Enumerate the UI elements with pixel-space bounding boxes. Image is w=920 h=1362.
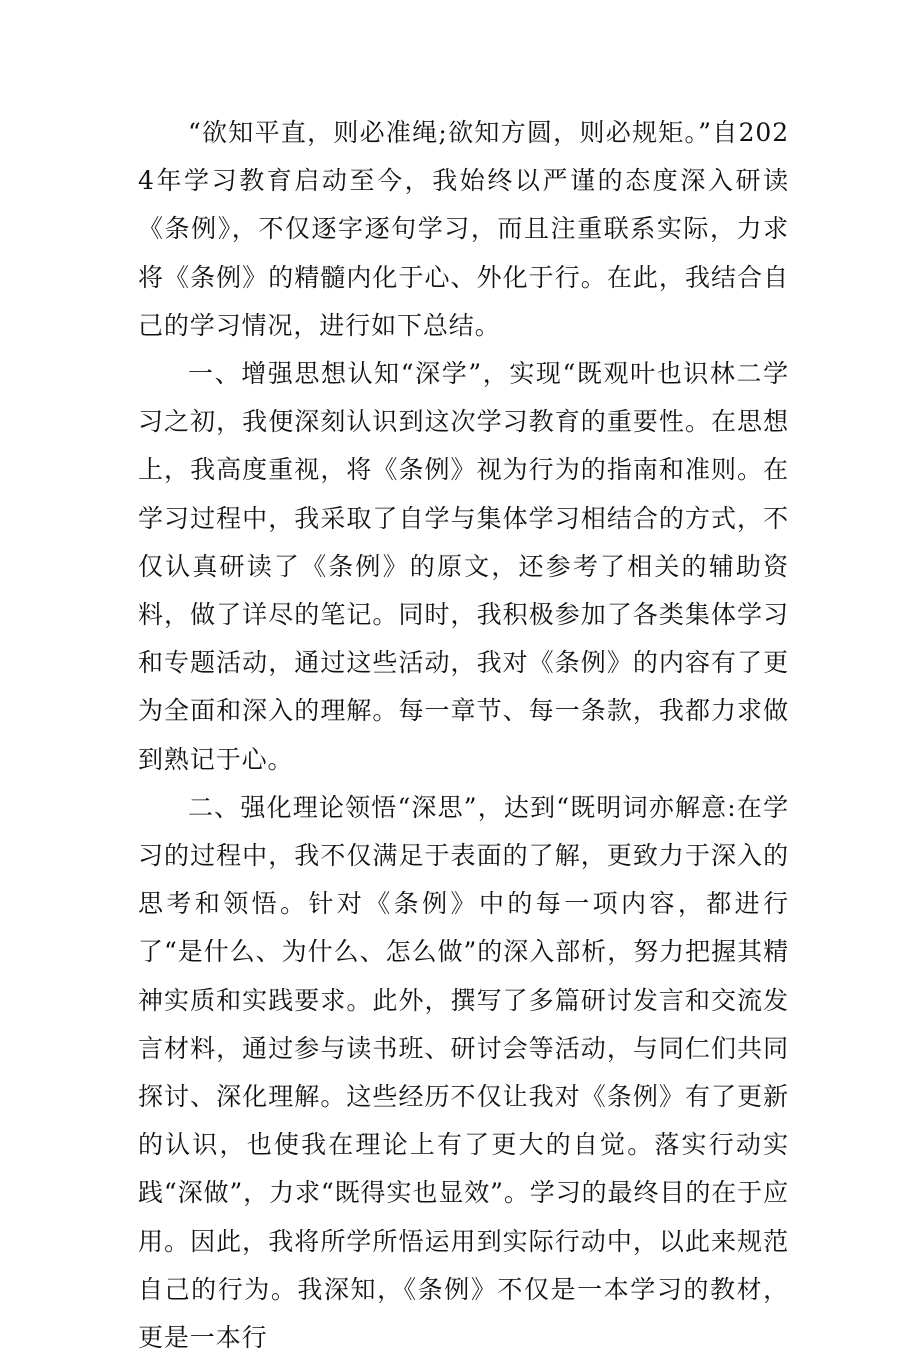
paragraph-section-two: 二、强化理论领悟“深思”，达到“既明词亦解意:在学习的过程中，我不仅满足于表面的了解，更致力于深入的思考和领悟。针对《条例》中的每一项内容，都进行了“是什么、为什么、怎么做”的深入部析，努力把握其精神实质和实践要求。此外，撰写了多篇研讨发言和交流发言材料，通过参与读书班、研讨会等活动，与同仁们共同探讨、深化理解。这些经历不仅让我对《条例》有了更新的认识，也使我在理论上有了更大的自觉。落实行动实践“深做”，力求“既得实也显效”。学习的最终目的在于应用。因此，我将所学所悟运用到实际行动中，以此来规范自己的行为。我深知，《条例》不仅是一本学习的教材，更是一本行 [138,792,789,1353]
paragraph-intro: “欲知平直，则必准绳;欲知方圆，则必规矩。”自2024年学习教育启动至今，我始终以严谨的态度深入研读《条例》，不仅逐字逐句学习，而且注重联系实际，力求将《条例》的精髓内化于心、外化于行。在此，我结合自己的学习情况，进行如下总结。 [138,118,789,340]
paragraph-section-one: 一、增强思想认知“深学”，实现“既观叶也识林二学习之初，我便深刻认识到这次学习教育的重要性。在思想上，我高度重视，将《条例》视为行为的指南和准则。在学习过程中，我采取了自学与集体学习相结合的方式，不仅认真研读了《条例》的原文，还参考了相关的辅助资料，做了详尽的笔记。同时，我积极参加了各类集体学习和专题活动，通过这些活动，我对《条例》的内容有了更为全面和深入的理解。每一章节、每一条款，我都力求做到熟记于心。 [138,359,789,774]
document-body [138,109,789,1362]
